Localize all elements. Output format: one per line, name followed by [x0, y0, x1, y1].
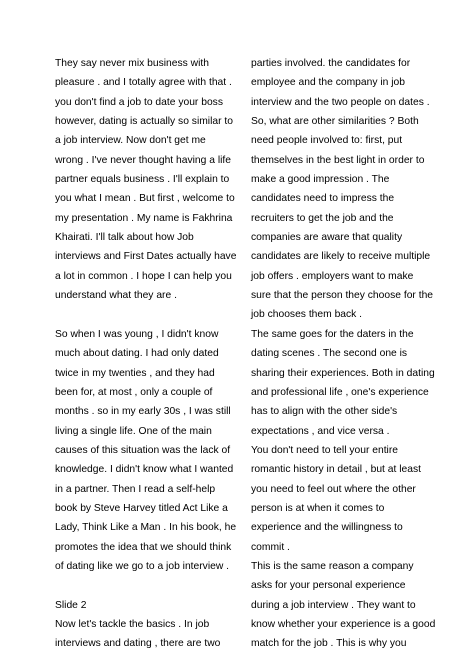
text-line: sure that the person they choose for the [251, 290, 434, 302]
text-line: much about dating. I had only dated [55, 348, 219, 360]
text-line: however, dating is actually so similar to [55, 116, 233, 128]
text-line: experience and the willingness to [251, 522, 403, 534]
text-line: partner equals business . I'll explain to [55, 174, 230, 186]
text-line: Lady, Think Like a Man . In his book, he [55, 522, 237, 534]
paragraph-intro [55, 54, 240, 305]
text-line: job chooses them back . [251, 309, 363, 321]
text-line: knowledge. I didn't know what I wanted [55, 464, 234, 476]
text-line: need people involved to: first, put [251, 135, 403, 147]
paragraph-gap [55, 305, 240, 324]
text-line: promotes the idea that we should think [55, 541, 232, 553]
text-line: causes of this situation was the lack of [55, 444, 231, 456]
text-line: a job interview. Now don't get me [55, 135, 206, 147]
text-line: employee and the company in job [251, 77, 405, 89]
text-line: Khairati. I'll talk about how Job [55, 232, 194, 244]
text-line: match for the job . This is why you [251, 638, 407, 650]
text-line: themselves in the best light in order to [251, 154, 425, 166]
text-line: interviews and dating , there are two [55, 638, 221, 650]
text-line: during a job interview . They want to [251, 599, 416, 611]
text-line: make a good impression . The [251, 174, 390, 186]
text-line: you need to feel out where the other [251, 483, 416, 495]
text-line: romantic history in detail , but at least [251, 464, 421, 476]
text-line: wrong . I've never thought having a life [55, 154, 231, 166]
text-line: twice in my twenties , and they had [55, 367, 215, 379]
text-line: candidates need to impress the [251, 193, 395, 205]
text-line: This is the same reason a company [251, 560, 414, 572]
text-line: of dating like we go to a job interview . [55, 560, 230, 572]
text-line: job offers . employers want to make [251, 270, 414, 282]
text-line: you don't find a job to date your boss [55, 96, 223, 108]
text-line: has to align with the other side's [251, 406, 398, 418]
text-line: Now let's tackle the basics . In job [55, 618, 210, 630]
text-line: living a single life. One of the main [55, 425, 212, 437]
text-line: The same goes for the daters in the [251, 328, 414, 340]
text-line: asks for your personal experience [251, 580, 406, 592]
text-line: pleasure . and I totally agree with that . [55, 77, 232, 89]
text-line: know whether your experience is a good [251, 618, 436, 630]
text-line: person is at when it comes to [251, 502, 385, 514]
text-line: a lot in common . I hope I can help you [55, 270, 232, 282]
paragraph-background [55, 325, 240, 576]
text-line: months . so in my early 30s , I was still [55, 406, 231, 418]
text-line: in a partner. Then I read a self-help [55, 483, 216, 495]
right-column [251, 54, 437, 654]
text-line: So, what are other similarities ? Both [251, 116, 419, 128]
text-line: my presentation . My name is Fakhrina [55, 212, 233, 224]
text-line: book by Steve Harvey titled Act Like a [55, 502, 228, 514]
text-line: understand what they are . [55, 290, 177, 302]
text-line: expectations , and vice versa . [251, 425, 390, 437]
text-line: interview and the two people on dates . [251, 96, 430, 108]
text-line: So when I was young , I didn't know [55, 328, 219, 340]
text-line: dating scenes . The second one is [251, 348, 408, 360]
left-column [55, 54, 240, 654]
text-line: parties involved. the candidates for [251, 58, 411, 69]
paragraph-slide-2 [55, 596, 240, 654]
text-line: commit . [251, 541, 290, 553]
text-line: recruiters to get the job and the [251, 212, 394, 224]
paragraph-gap [55, 576, 240, 595]
text-line: been for, at most , only a couple of [55, 386, 213, 398]
text-line: candidates are likely to receive multiple [251, 251, 431, 263]
text-line: interviews and First Dates actually have [55, 251, 237, 263]
slide-heading: Slide 2 [55, 599, 87, 611]
text-line: You don't need to tell your entire [251, 444, 398, 456]
text-line: They say never mix business with [55, 58, 209, 69]
text-line: sharing their experiences. Both in dating [251, 367, 435, 379]
text-line: companies are aware that quality [251, 232, 403, 244]
text-line: and professional life , one's experience [251, 386, 429, 398]
text-line: you what I mean . But first , welcome to [55, 193, 235, 205]
